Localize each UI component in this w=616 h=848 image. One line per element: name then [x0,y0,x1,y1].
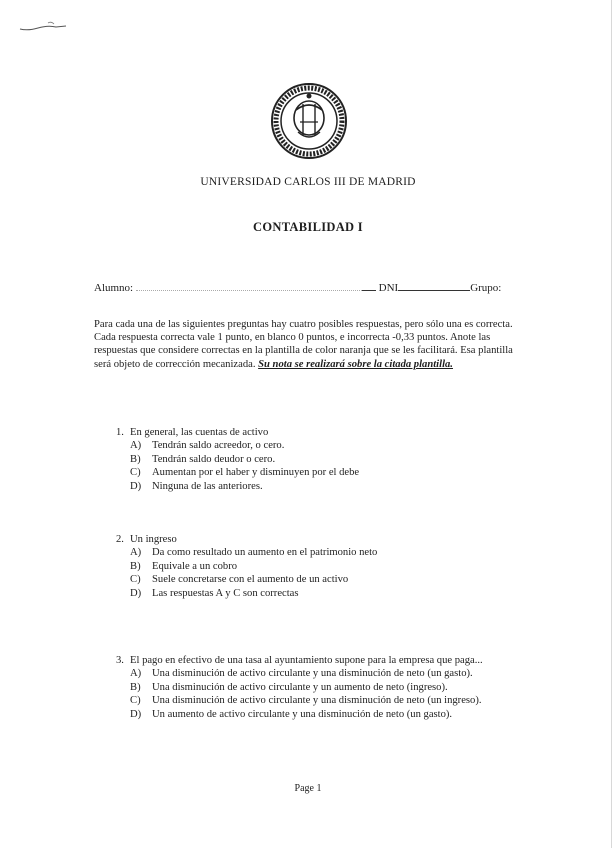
page-number: Page 1 [294,783,322,794]
option-letter: C) [130,695,141,707]
option-c [130,466,536,479]
option-a [130,546,536,559]
instructions-emphasis: Su nota se realizará sobre la citada plantilla. [258,358,453,370]
question-number: 1. [116,427,124,438]
option-b [130,453,536,466]
option-text: Las respuestas A y C son correctas [152,587,299,599]
option-letter: B) [130,681,141,693]
option-list [130,546,536,600]
alumno-label: Alumno: [94,282,134,294]
university-name: UNIVERSIDAD CARLOS III DE MADRID [200,176,416,188]
option-text: Un aumento de activo circulante y una disminución de neto (un gasto). [152,708,453,720]
exam-subject-title: CONTABILIDAD I [253,220,363,234]
university-seal-logo [270,82,348,160]
option-c [130,694,536,707]
question-number: 3. [116,655,124,666]
option-text: Da como resultado un aumento en el patrimonio neto [152,547,378,559]
student-info-line [94,280,524,294]
option-letter: D) [130,587,142,599]
question-1 [116,426,536,493]
option-text: Una disminución de activo circulante y un aumento de neto (ingreso). [152,681,448,693]
instructions-text: Para cada una de las siguientes preguntas hay cuatro posibles respuestas, pero sólo una es correcta. Cada respuesta correcta vale 1 punto, en blanco 0 puntos, e incorrecta -0,33 puntos. Anote las respuestas que considere correctas en la plantilla de color naranja que se les facilitará. Esa plantilla será objeto de corrección mecanizada. [94,319,513,370]
option-text: Una disminución de activo circulante y una disminución de neto (un gasto). [152,668,473,680]
dni-blank [398,280,470,291]
option-d [130,480,536,493]
option-c [130,573,536,586]
option-text: Una disminución de activo circulante y una disminución de neto (un ingreso). [152,695,482,707]
option-b [130,560,536,573]
option-list [130,439,536,493]
question-2 [116,533,536,600]
option-letter: A) [130,547,142,559]
option-letter: C) [130,574,141,586]
option-letter: D) [130,708,142,720]
option-text: Ninguna de las anteriores. [152,480,263,492]
option-letter: B) [130,453,141,465]
question-stem: Un ingreso [130,534,177,545]
option-letter: A) [130,440,142,452]
exam-instructions [94,318,530,371]
scan-edge-line [611,0,612,848]
option-text: Tendrán saldo deudor o cero. [152,453,276,465]
option-letter: A) [130,668,142,680]
pen-scribble-mark [18,20,70,34]
alumno-blank-end [362,280,376,291]
option-text: Suele concretarse con el aumento de un activo [152,574,349,586]
option-letter: B) [130,560,141,572]
alumno-blank [136,280,362,291]
option-letter: D) [130,480,142,492]
option-text: Equivale a un cobro [152,560,238,572]
option-list [130,667,536,721]
question-3 [116,654,536,721]
question-number: 2. [116,534,124,545]
option-d [130,587,536,600]
option-text: Aumentan por el haber y disminuyen por el debe [152,467,360,479]
option-a [130,439,536,452]
option-letter: C) [130,467,141,479]
option-d [130,708,536,721]
question-stem: En general, las cuentas de activo [130,427,269,438]
option-a [130,667,536,680]
dni-label: DNI [378,282,399,294]
option-b [130,681,536,694]
question-stem: El pago en efectivo de una tasa al ayuntamiento supone para la empresa que paga... [130,655,483,666]
grupo-label: Grupo: [470,282,502,294]
option-text: Tendrán saldo acreedor, o cero. [152,440,285,452]
